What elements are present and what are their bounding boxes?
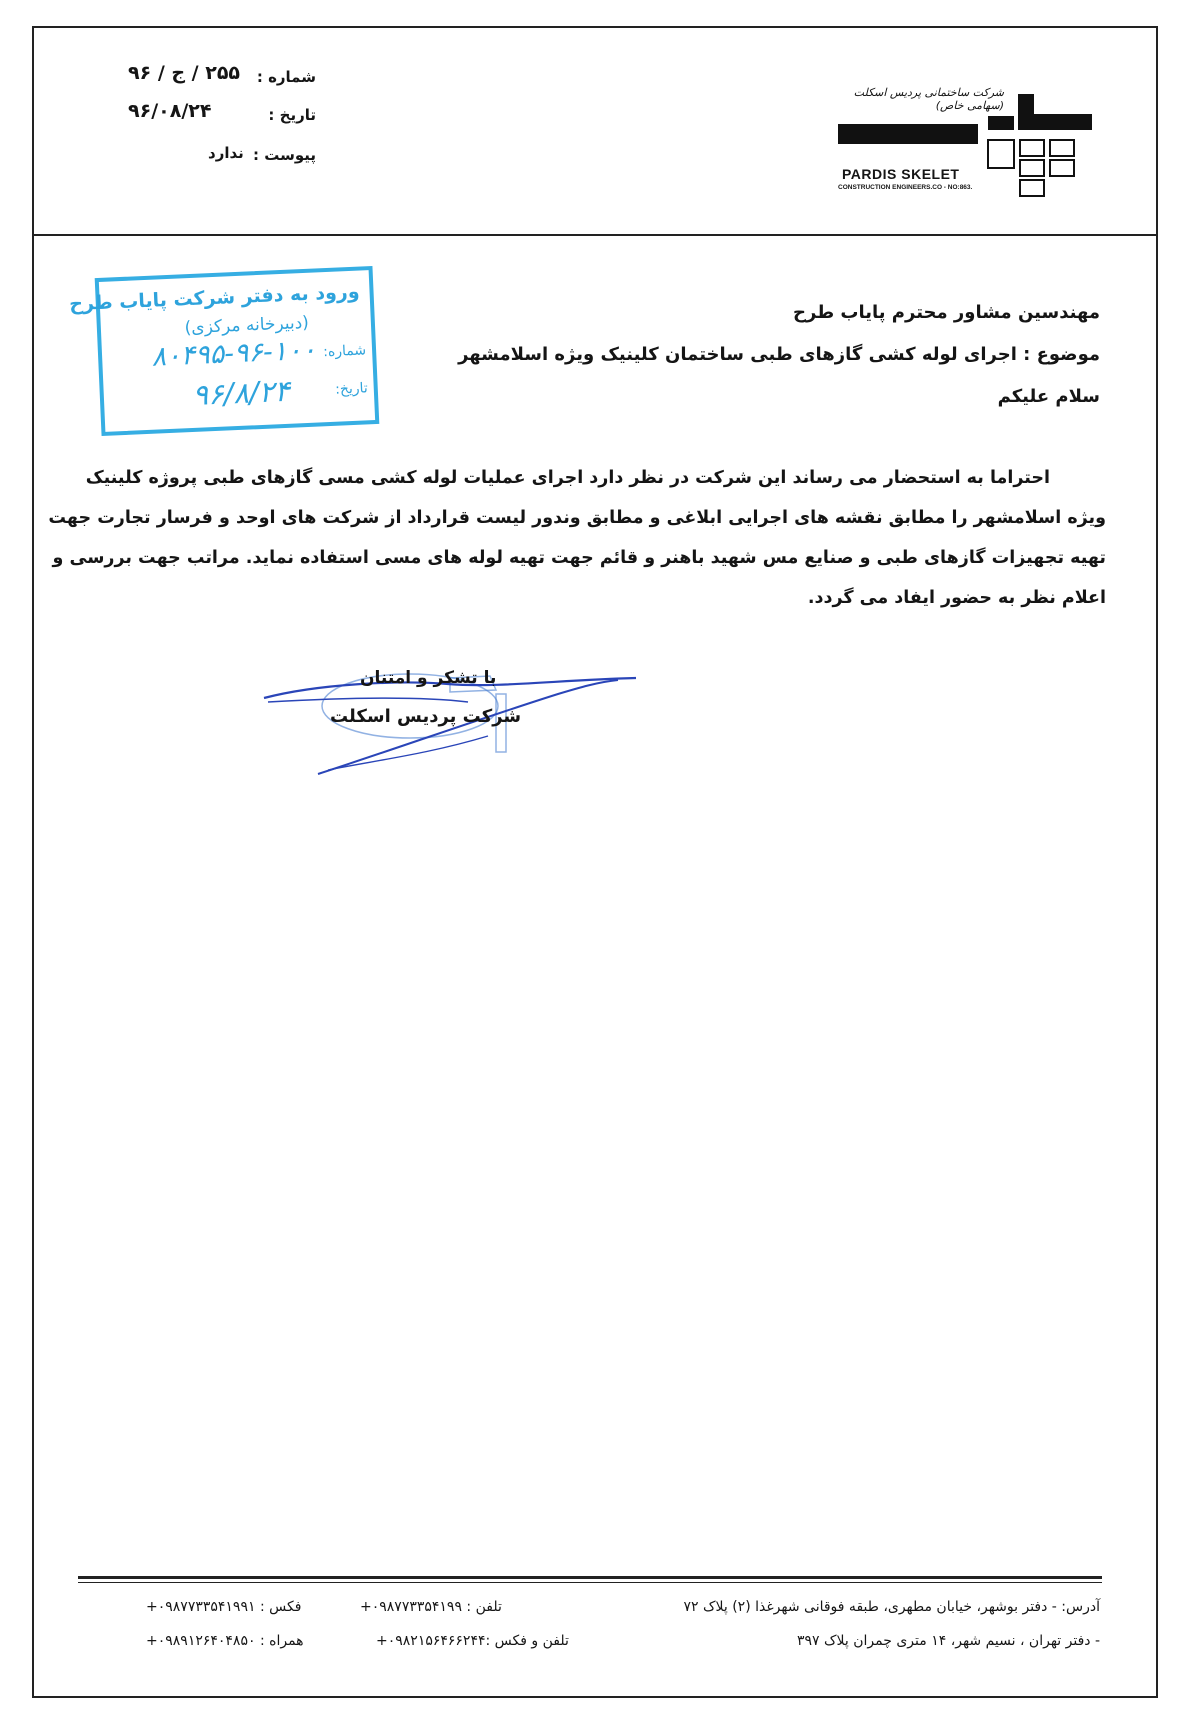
logo-persian-name: شرکت ساختمانی پردیس اسکلت (سهامی خاص) bbox=[853, 86, 1004, 112]
footer-mobile: همراه : ۰۹۸۹۱۲۶۴۰۴۸۵۰+ bbox=[146, 1633, 304, 1649]
subject: موضوع : اجرای لوله کشی گازهای طبی ساختمان کلینیک ویژه اسلامشهر bbox=[458, 344, 1100, 365]
footer-rule-thin bbox=[78, 1582, 1102, 1583]
stamp-line1: ورود به دفتر شرکت پایاب طرح bbox=[68, 280, 361, 316]
body-line: اعلام نظر به حضور ایفاد می گردد. bbox=[807, 588, 1106, 608]
stamp-date-label: تاریخ: bbox=[334, 380, 369, 398]
attachment-label: پیوست : bbox=[252, 146, 316, 164]
recipient: مهندسین مشاور محترم پایاب طرح bbox=[793, 302, 1100, 323]
date-value: ۹۶/۰۸/۲۴ bbox=[128, 100, 212, 122]
attachment-value: ندارد bbox=[208, 144, 244, 162]
stamp-date-value: ۹۶/۸/۲۴ bbox=[191, 373, 291, 412]
stamp-line2: (دبیرخانه مرکزی) bbox=[184, 312, 310, 339]
footer-address-1: آدرس: - دفتر بوشهر، خیابان مطهری، طبقه فوقانی شهرغذا (۲) پلاک ۷۲ bbox=[683, 1599, 1100, 1615]
logo-name-en: PARDIS SKELET bbox=[842, 166, 960, 182]
number-label: شماره : bbox=[256, 68, 316, 86]
date-label: تاریخ : bbox=[268, 106, 316, 124]
body-line: ویژه اسلامشهر را مطابق نقشه های اجرایی ابلاغی و مطابق وندور لیست قرارداد از شرکت های اوحد و فرسار تجارت جهت bbox=[48, 508, 1106, 528]
header-divider bbox=[33, 234, 1157, 236]
footer-phone-fax-2: تلفن و فکس :۰۹۸۲۱۵۶۴۶۶۲۴۴+ bbox=[376, 1633, 569, 1649]
logo-subtitle-en: CONSTRUCTION ENGINEERS.CO - NO:863. bbox=[838, 184, 973, 191]
letter-body bbox=[48, 458, 1106, 618]
body-line: تهیه تجهیزات گازهای طبی و صنایع مس شهید باهنر و قائم جهت تهیه لوله های مسی استفاده نماید. مراتب جهت بررسی و bbox=[52, 548, 1106, 568]
body-line: احتراما به استحضار می رساند این شرکت در نظر دارد اجرای عملیات لوله کشی مسی گازهای طبی پروژه کلینیک bbox=[85, 468, 1050, 488]
stamp-number-label: شماره: bbox=[322, 342, 367, 361]
footer-rule-thick bbox=[78, 1576, 1102, 1579]
received-stamp bbox=[68, 266, 380, 436]
stamp-number-value: ۸۰۴۹۵-۹۶-۱۰۰ bbox=[150, 334, 317, 373]
signatory: شرکت پردیس اسکلت bbox=[330, 706, 522, 727]
closing: با تشکر و امتنان bbox=[360, 668, 497, 688]
footer-phone-1: تلفن : ۰۹۸۷۷۳۳۵۴۱۹۹+ bbox=[360, 1599, 502, 1615]
number-value: ۲۵۵ / ج / ۹۶ bbox=[128, 62, 241, 84]
greeting: سلام علیکم bbox=[997, 386, 1100, 407]
footer-address-2: - دفتر تهران ، نسیم شهر، ۱۴ متری چمران پلاک ۳۹۷ bbox=[797, 1633, 1100, 1649]
footer-fax: فکس : ۰۹۸۷۷۳۳۵۴۱۹۹۱+ bbox=[146, 1599, 302, 1615]
